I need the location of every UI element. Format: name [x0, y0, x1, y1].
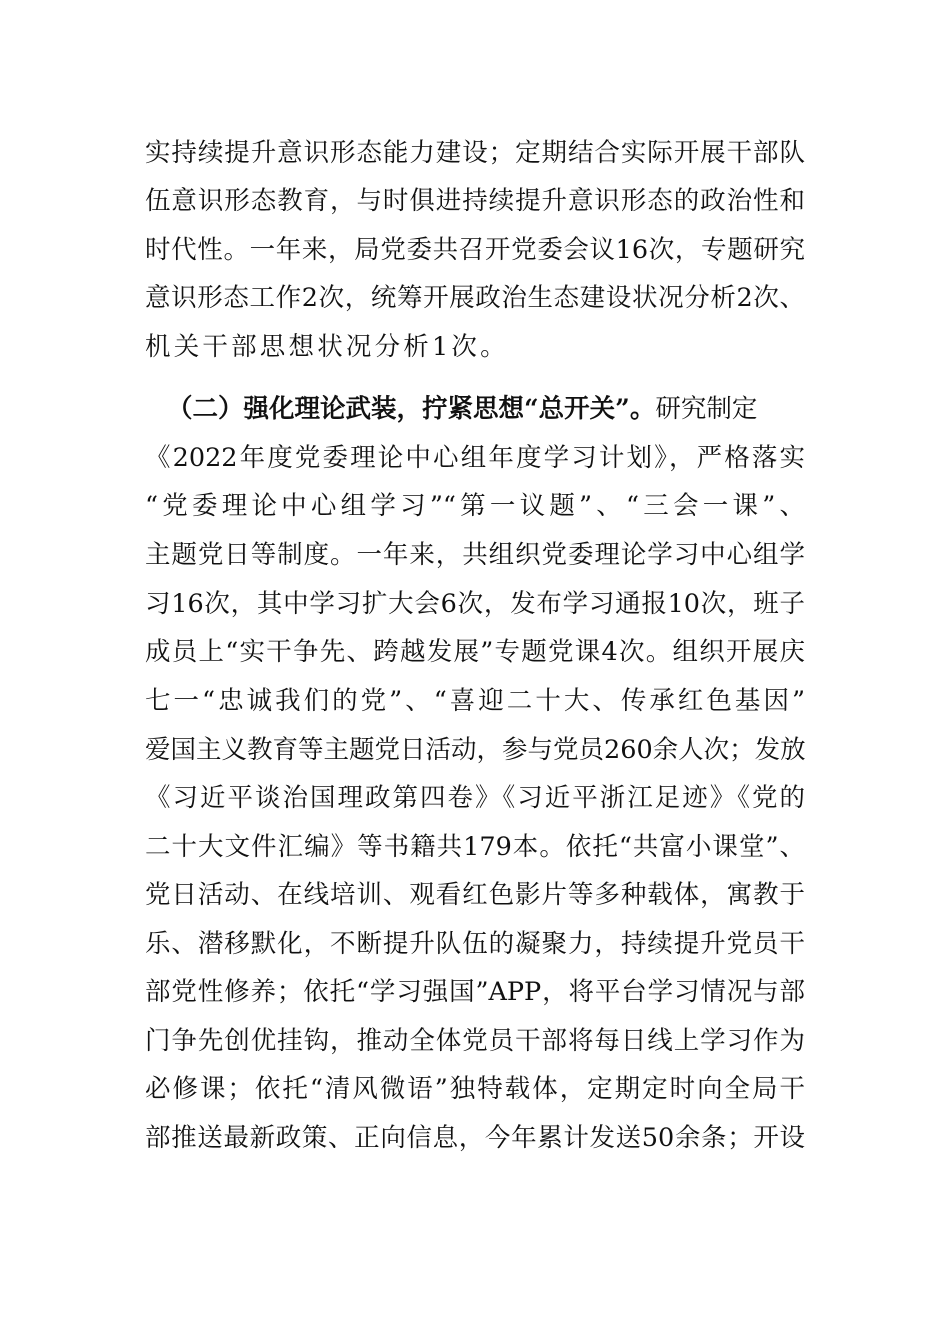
- body-text-line: 意识形态工作2次，统筹开展政治生态建设状况分析2次、: [145, 283, 805, 313]
- body-text-line: 主题党日等制度。一年来，共组织党委理论学习中心组学: [145, 540, 805, 570]
- body-text-fragment: 研究制定: [655, 394, 758, 424]
- body-text-line: 门争先创优挂钩，推动全体党员干部将每日线上学习作为: [145, 1026, 805, 1056]
- body-text-line: 伍意识形态教育，与时俱进持续提升意识形态的政治性和: [145, 186, 805, 216]
- section-heading: （二）强化理论武装，拧紧思想“总开关”。: [167, 394, 656, 424]
- body-text-line: 部党性修养；依托“学习强国”APP，将平台学习情况与部: [145, 977, 805, 1007]
- body-text-line: “党委理论中心组学习”“第一议题”、“三会一课”、: [145, 491, 805, 521]
- body-text-line: 乐、潜移默化，不断提升队伍的凝聚力，持续提升党员干: [145, 929, 805, 959]
- body-text-line: 《2022年度党委理论中心组年度学习计划》，严格落实: [145, 443, 805, 473]
- body-text-line: 党日活动、在线培训、观看红色影片等多种载体，寓教于: [145, 880, 805, 910]
- section-heading-line: [167, 383, 805, 435]
- body-text-line: 时代性。一年来，局党委共召开党委会议16次，专题研究: [145, 235, 805, 265]
- body-text-line: 机关干部思想状况分析1次。: [145, 332, 509, 362]
- body-text-line: 二十大文件汇编》等书籍共179本。依托“共富小课堂”、: [145, 832, 805, 862]
- body-text-line: 爱国主义教育等主题党日活动，参与党员260余人次；发放: [145, 735, 806, 765]
- body-text-line: 七一“忠诚我们的党”、“喜迎二十大、传承红色基因”: [145, 686, 805, 716]
- body-text-line: 部推送最新政策、正向信息，今年累计发送50余条；开设: [145, 1123, 805, 1153]
- body-text-line: 必修课；依托“清风微语”独特载体，定期定时向全局干: [145, 1074, 805, 1104]
- body-text-line: 实持续提升意识形态能力建设；定期结合实际开展干部队: [145, 138, 805, 168]
- body-text-line: 成员上“实干争先、跨越发展”专题党课4次。组织开展庆: [145, 637, 805, 667]
- body-text-line: 习16次，其中学习扩大会6次，发布学习通报10次，班子: [145, 589, 805, 619]
- body-text-line: 《习近平谈治国理政第四卷》《习近平浙江足迹》《党的: [145, 783, 805, 813]
